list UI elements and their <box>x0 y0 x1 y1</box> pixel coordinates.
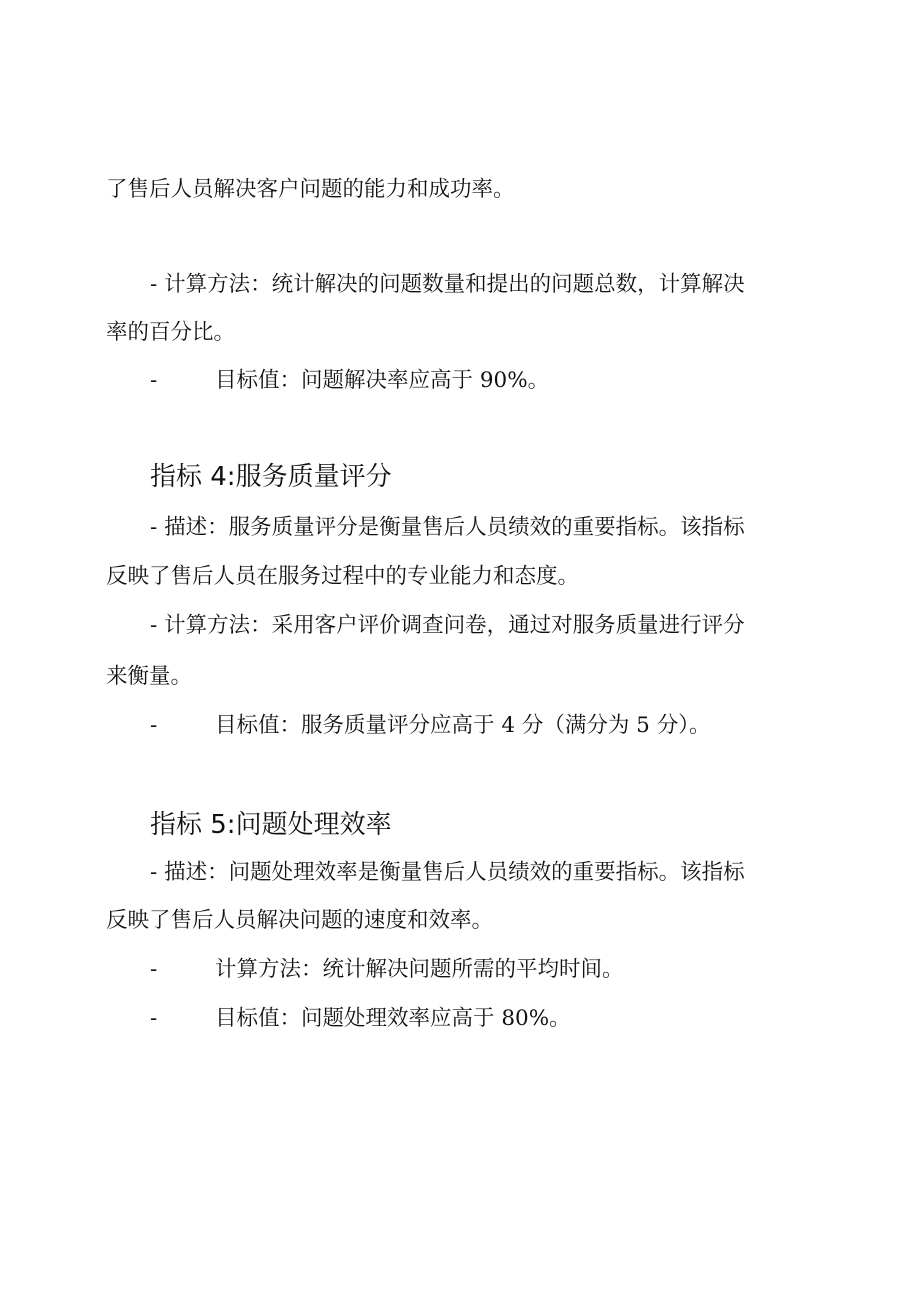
metric5-heading: 指标 5:问题处理效率 <box>150 810 392 840</box>
metric5-target-text: 目标值：问题处理效率应高于 80%。 <box>215 1006 571 1031</box>
paragraph-continuation: 了售后人员解决客户问题的能力和成功率。 <box>106 177 515 202</box>
metric4-desc-line1: - 描述：服务质量评分是衡量售后人员绩效的重要指标。该指标 <box>150 515 745 540</box>
list-dash: - <box>150 957 158 982</box>
metric3-target <box>150 366 549 396</box>
list-dash: - <box>150 713 158 738</box>
metric5-method-text: 计算方法：统计解决问题所需的平均时间。 <box>215 957 624 982</box>
metric4-method-line1: - 计算方法：采用客户评价调查问卷，通过对服务质量进行评分 <box>150 613 745 638</box>
metric5-method <box>150 955 624 985</box>
metric3-method-line1: - 计算方法：统计解决的问题数量和提出的问题总数，计算解决 <box>150 272 745 297</box>
metric5-desc-line1: - 描述：问题处理效率是衡量售后人员绩效的重要指标。该指标 <box>150 860 745 885</box>
metric4-desc-line2: 反映了售后人员在服务过程中的专业能力和态度。 <box>106 564 580 589</box>
metric4-heading: 指标 4:服务质量评分 <box>150 462 392 492</box>
metric5-target <box>150 1004 571 1034</box>
list-dash: - <box>150 368 158 393</box>
metric4-target-text: 目标值：服务质量评分应高于 4 分（满分为 5 分）。 <box>215 713 711 738</box>
list-dash: - <box>150 1006 158 1031</box>
metric3-method-line2: 率的百分比。 <box>106 320 236 345</box>
metric4-target <box>150 711 710 741</box>
metric5-desc-line2: 反映了售后人员解决问题的速度和效率。 <box>106 908 494 933</box>
metric3-target-text: 目标值：问题解决率应高于 90%。 <box>215 368 550 393</box>
metric4-method-line2: 来衡量。 <box>106 664 193 689</box>
